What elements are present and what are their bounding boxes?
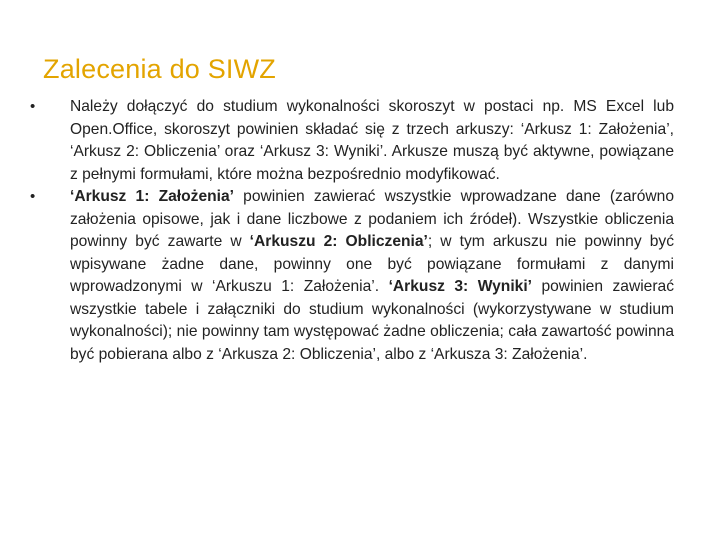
bullet-text: ; w tym arkuszu nie powinny być wpisywane żadne dane, powinny one być powiązane formułami z danymi wprowadzonymi w ‘Arkuszu 1: Założenia’. [70,233,674,295]
sheet-name-emphasis: ‘Arkusz 3: Wyniki’ [388,278,532,295]
bullet-text: powinien zawierać wszystkie wprowadzane dane (zarówno założenia opisowe, jak i dane liczbowe z podaniem ich źródeł). Wszystkie obliczenia powinny być zawarte w [70,188,674,250]
bullet-item [24,186,674,366]
bullet-icon: • [30,98,36,115]
bullet-text: Należy dołączyć do studium wykonalności skoroszyt w postaci np. MS Excel lub Open.Office, skoroszyt powinien składać się z trzech arkuszy: ‘Arkusz 1: Założenia’, ‘Arkusz 2: Obliczenia’ oraz ‘Arkusz 3: Wyniki’. Arkusze muszą być aktywne, powiązane z pełnymi formułami, które można bezpośrednio modyfikować. [70,98,674,183]
slide-content [24,96,674,366]
sheet-name-emphasis: ‘Arkuszu 2: Obliczenia’ [249,233,428,250]
bullet-item [24,96,674,186]
bullet-list [24,96,674,366]
bullet-text: powinien zawierać wszystkie tabele i załączniki do studium wykonalności (wykorzystywane w studium wykonalności); nie powinny tam występować żadne obliczenia; cała zawartość powinna być pobierana albo z ‘Arkusza 2: Obliczenia’, albo z ‘Arkusza 3: Założenia’. [70,278,675,363]
bullet-icon: • [30,188,36,205]
slide-title: Zalecenia do SIWZ [43,54,276,84]
sheet-name-emphasis: ‘Arkusz 1: Założenia’ [70,188,234,205]
